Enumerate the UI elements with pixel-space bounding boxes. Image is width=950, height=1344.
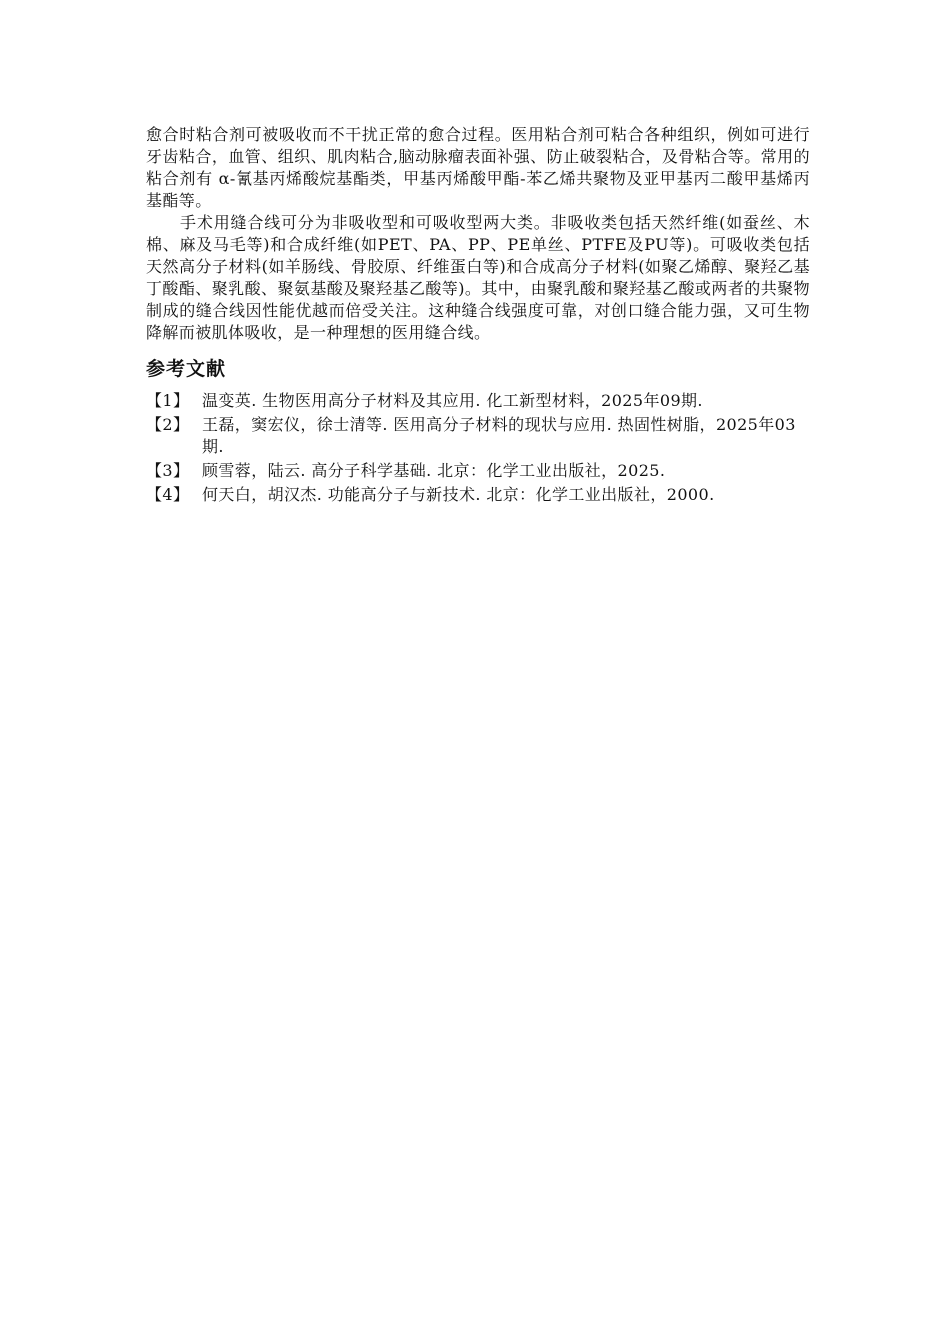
reference-number: 【2】 bbox=[146, 415, 190, 434]
reference-text: 王磊，窦宏仪，徐士清等. 医用高分子材料的现状与应用. 热固性树脂，2025年03期. bbox=[202, 415, 796, 456]
reference-number: 【1】 bbox=[146, 391, 190, 410]
references-heading: 参考文献 bbox=[146, 358, 227, 380]
body-paragraph-sutures: 手术用缝合线可分为非吸收型和可吸收型两大类。非吸收类包括天然纤维(如蚕丝、木棉、麻及马毛等)和合成纤维(如PET、PA、PP、PE单丝、PTFE及PU等)。可吸收类包括天然高分子材料(如羊肠线、骨胶原、纤维蛋白等)和合成高分子材料(如聚乙烯醇、聚羟乙基丁酸酯、聚乳酸、聚氨基酸及聚羟基乙酸等)。其中，由聚乳酸和聚羟基乙酸或两者的共聚物制成的缝合线因性能优越而倍受关注。这种缝合线强度可靠，对创口缝合能力强，又可生物降解而被肌体吸收，是一种理想的医用缝合线。 bbox=[146, 213, 810, 342]
reference-item bbox=[146, 460, 810, 482]
body-paragraph-adhesives: 愈合时粘合剂可被吸收而不干扰正常的愈合过程。医用粘合剂可粘合各种组织，例如可进行牙齿粘合，血管、组织、肌肉粘合,脑动脉瘤表面补强、防止破裂粘合，及骨粘合等。常用的粘合剂有 α-氰基丙烯酸烷基酯类，甲基丙烯酸甲酯-苯乙烯共聚物及亚甲基丙二酸甲基烯丙基酯等。 bbox=[146, 125, 810, 210]
reference-number: 【4】 bbox=[146, 485, 190, 504]
reference-text: 何天白，胡汉杰. 功能高分子与新技术. 北京：化学工业出版社，2000. bbox=[202, 485, 715, 504]
reference-item bbox=[146, 484, 810, 506]
reference-text: 温变英. 生物医用高分子材料及其应用. 化工新型材料，2025年09期. bbox=[202, 391, 703, 410]
reference-text: 顾雪蓉，陆云. 高分子科学基础. 北京：化学工业出版社，2025. bbox=[202, 461, 666, 480]
reference-item bbox=[146, 414, 810, 458]
page-content bbox=[146, 124, 810, 508]
reference-list bbox=[146, 390, 810, 506]
reference-number: 【3】 bbox=[146, 461, 190, 480]
reference-item bbox=[146, 390, 810, 412]
